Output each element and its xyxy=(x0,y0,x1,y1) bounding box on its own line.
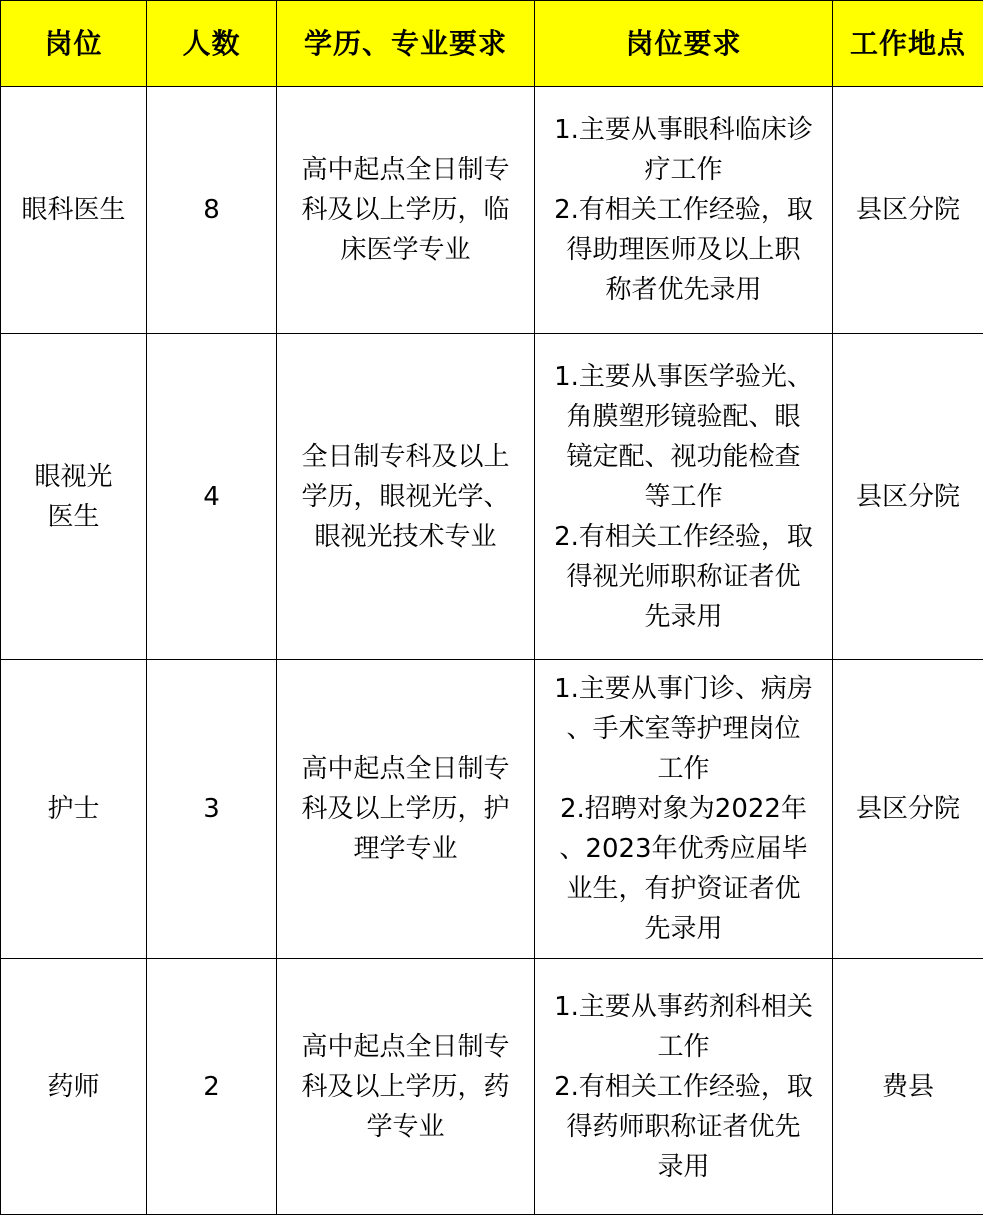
header-count: 人数 xyxy=(147,1,277,87)
education-line: 理学专业 xyxy=(353,834,458,864)
requirement-line: 、2023年优秀应届毕 xyxy=(559,834,808,864)
education-line: 全日制专科及以上 xyxy=(301,441,510,472)
requirement-line: 得药师职称证者优先 xyxy=(566,1111,801,1142)
table-row xyxy=(1,334,983,660)
location-cell: 县区分院 xyxy=(833,660,983,959)
position-line: 护士 xyxy=(47,794,100,824)
position-line: 眼科医生 xyxy=(21,195,126,225)
count-cell: 2 xyxy=(147,959,277,1215)
education-line: 床医学专业 xyxy=(340,235,471,265)
location-cell: 县区分院 xyxy=(833,87,983,334)
table-row xyxy=(1,87,983,334)
requirement-line: 2.有相关工作经验，取 xyxy=(554,521,813,552)
requirement-line: 先录用 xyxy=(644,601,723,632)
count-cell: 4 xyxy=(147,334,277,660)
education-line: 眼视光技术专业 xyxy=(314,521,497,552)
requirement-line: 先录用 xyxy=(644,914,723,944)
requirement-line: 业生，有护资证者优 xyxy=(566,874,801,904)
requirement-line: 2.有相关工作经验，取 xyxy=(554,1071,813,1102)
count-cell: 3 xyxy=(147,660,277,959)
header-position: 岗位 xyxy=(1,1,147,87)
requirement-line: 1.主要从事门诊、病房 xyxy=(554,674,813,704)
requirements-cell xyxy=(535,87,833,334)
education-line: 学历，眼视光学、 xyxy=(301,481,510,512)
requirement-line: 1.主要从事医学验光、 xyxy=(554,361,813,392)
requirement-line: 1.主要从事眼科临床诊 xyxy=(554,115,813,145)
position-cell xyxy=(1,959,147,1215)
requirement-line: 工作 xyxy=(657,754,710,784)
header-requirements: 岗位要求 xyxy=(535,1,833,87)
position-line: 眼视光 xyxy=(34,461,113,492)
header-location: 工作地点 xyxy=(833,1,983,87)
requirement-line: 工作 xyxy=(657,1031,710,1062)
education-line: 高中起点全日制专 xyxy=(301,1031,510,1062)
requirement-line: 1.主要从事药剂科相关 xyxy=(554,991,813,1022)
location-cell: 费县 xyxy=(833,959,983,1215)
table-row xyxy=(1,660,983,959)
requirement-line: 称者优先录用 xyxy=(605,275,762,305)
table-row xyxy=(1,959,983,1215)
education-cell xyxy=(277,959,535,1215)
requirement-line: 录用 xyxy=(657,1151,710,1182)
position-line: 药师 xyxy=(47,1071,100,1102)
location-cell: 县区分院 xyxy=(833,334,983,660)
education-cell xyxy=(277,660,535,959)
header-education: 学历、专业要求 xyxy=(277,1,535,87)
education-line: 高中起点全日制专 xyxy=(301,155,510,185)
requirements-cell xyxy=(535,660,833,959)
requirement-line: 2.招聘对象为2022年 xyxy=(560,794,807,824)
requirement-line: 得视光师职称证者优 xyxy=(566,561,801,592)
position-cell xyxy=(1,660,147,959)
education-cell xyxy=(277,87,535,334)
education-line: 科及以上学历，药 xyxy=(301,1071,510,1102)
position-cell xyxy=(1,87,147,334)
education-line: 科及以上学历，护 xyxy=(301,794,510,824)
requirement-line: 镜定配、视功能检查 xyxy=(566,441,801,472)
education-line: 高中起点全日制专 xyxy=(301,754,510,784)
position-line: 医生 xyxy=(47,501,100,532)
requirement-line: 等工作 xyxy=(644,481,723,512)
requirement-line: 角膜塑形镜验配、眼 xyxy=(566,401,801,432)
requirement-line: 疗工作 xyxy=(644,155,723,185)
requirement-line: 、手术室等护理岗位 xyxy=(566,714,801,744)
requirement-line: 得助理医师及以上职 xyxy=(566,235,801,265)
position-cell xyxy=(1,334,147,660)
requirements-cell xyxy=(535,959,833,1215)
count-cell: 8 xyxy=(147,87,277,334)
header-row xyxy=(1,1,983,87)
requirement-line: 2.有相关工作经验，取 xyxy=(554,195,813,225)
education-line: 学专业 xyxy=(366,1111,445,1142)
education-line: 科及以上学历，临 xyxy=(301,195,510,225)
requirements-cell xyxy=(535,334,833,660)
education-cell xyxy=(277,334,535,660)
